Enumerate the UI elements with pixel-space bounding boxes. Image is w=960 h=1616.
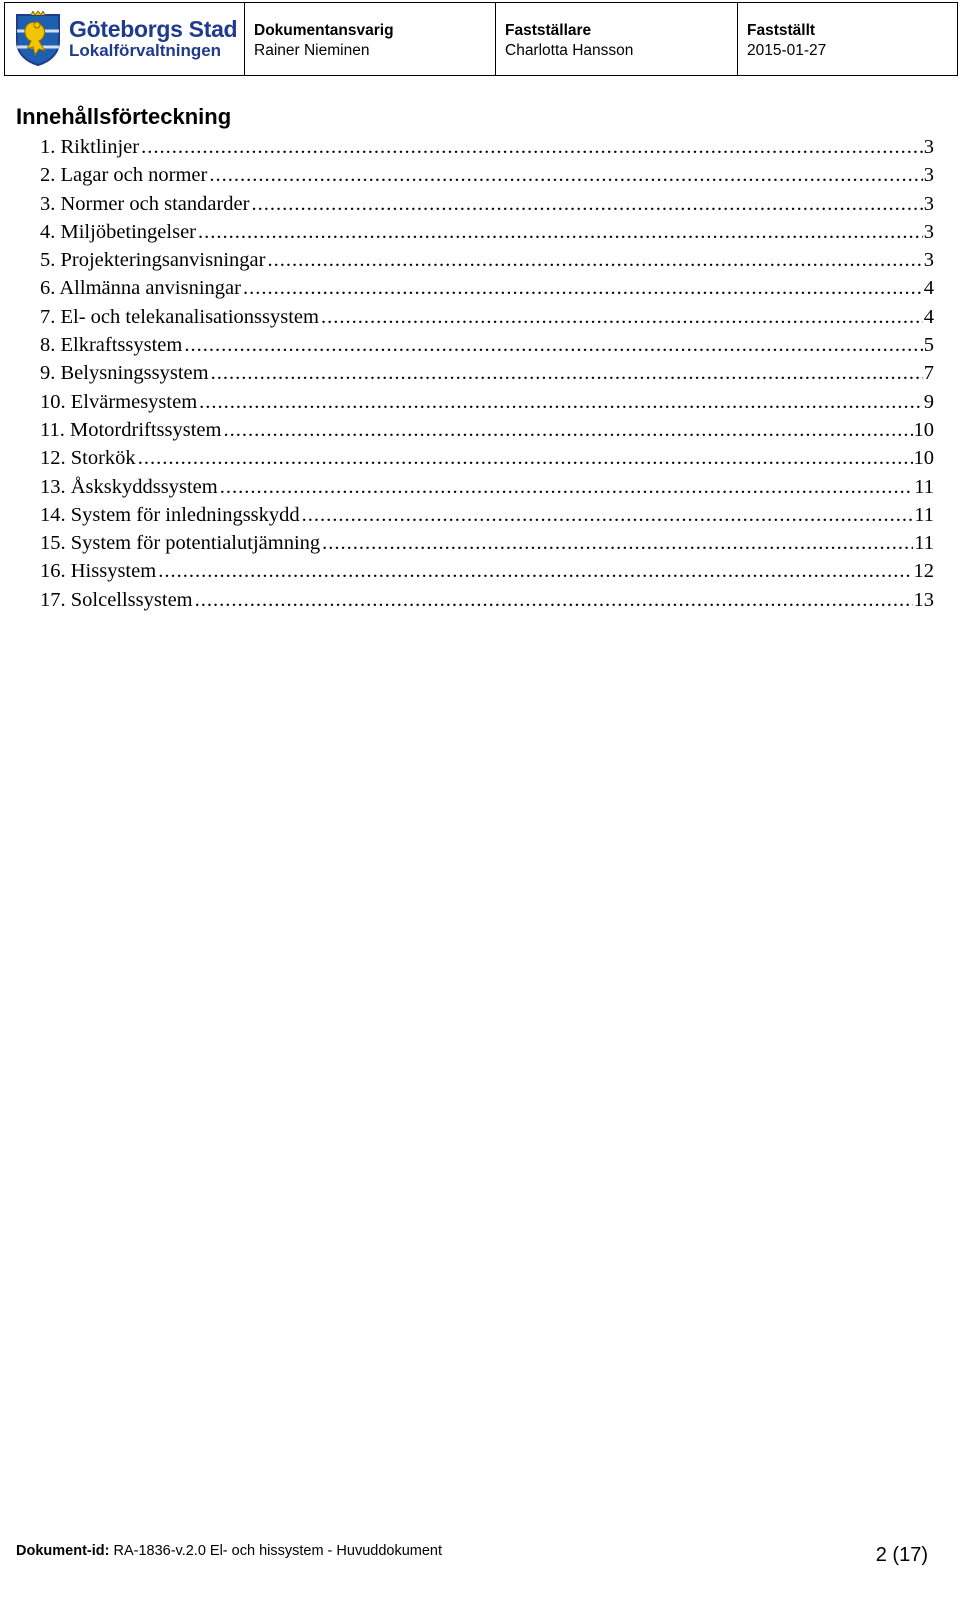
toc-entry-title: 2. Lagar och normer [40,164,208,187]
toc-entry-title: 4. Miljöbetingelser [40,220,197,243]
toc-entry-page: 7 [923,362,934,385]
toc-entry-page: 5 [923,334,934,357]
approved-value: 2015-01-27 [747,42,827,59]
toc-entry-title: 6. Allmänna anvisningar [40,277,241,300]
toc-entry-page: 10 [913,447,934,470]
responsible-cell [245,3,496,75]
approver-label: Fastställare [505,22,592,39]
toc-entry-title: 15. System för potentialutjämning [40,532,321,555]
toc-entry-page: 3 [923,249,934,272]
toc-entry-title: 13. Åskskyddssystem [40,475,218,498]
toc-entry-title: 1. Riktlinjer [40,136,140,158]
toc-entry-page: 13 [913,588,934,611]
toc-entry[interactable] [40,133,934,161]
toc-dot-leader [158,557,912,585]
toc-entry-title: 7. El- och telekanalisationssystem [40,305,319,328]
toc-dot-leader [138,444,913,472]
toc-entry[interactable] [40,501,934,529]
toc-entry[interactable] [40,161,934,189]
logo-line-2: Lokalförvaltningen [69,41,222,60]
toc-entry[interactable] [40,246,934,274]
toc-dot-leader [321,303,923,331]
toc-entry-title: 10. Elvärmesystem [40,390,198,413]
toc-dot-leader [302,501,914,529]
toc-entry[interactable] [40,274,934,302]
toc-entry-title: 9. Belysningssystem [40,362,209,385]
toc-entry-page: 3 [923,136,934,158]
logo-text [69,17,237,61]
toc-entry[interactable] [40,388,934,416]
table-of-contents [40,133,934,614]
toc-entry[interactable] [40,359,934,387]
toc-entry[interactable] [40,586,934,614]
toc-entry[interactable] [40,473,934,501]
doc-id-label: Dokument-id: [16,1543,110,1559]
responsible-value: Rainer Nieminen [254,42,370,59]
toc-dot-leader [243,274,923,302]
toc-entry-title: 17. Solcellssystem [40,588,193,611]
toc-dot-leader [223,416,912,444]
toc-entry-page: 4 [923,305,934,328]
toc-dot-leader [195,586,913,614]
toc-dot-leader [322,529,913,557]
toc-entry-page: 3 [923,192,934,215]
toc-entry-page: 9 [923,390,934,413]
approver-value: Charlotta Hansson [505,42,634,59]
toc-entry-page: 3 [923,164,934,187]
toc-entry[interactable] [40,331,934,359]
toc-entry-page: 4 [923,277,934,300]
toc-title: Innehållsförteckning [16,104,232,129]
toc-dot-leader [220,473,914,501]
toc-entry[interactable] [40,416,934,444]
toc-dot-leader [209,161,922,189]
page-indicator: 2 (17) [875,1544,928,1566]
toc-dot-leader [251,190,922,218]
doc-id-value: RA-1836-v.2.0 El- och hissystem - Huvuddokument [113,1543,443,1559]
toc-entry-title: 12. Storkök [40,447,136,470]
toc-entry[interactable] [40,218,934,246]
document-footer [16,1543,930,1566]
toc-entry[interactable] [40,444,934,472]
toc-entry-page: 11 [914,503,934,526]
toc-entry-page: 12 [913,560,934,583]
responsible-label: Dokumentansvarig [254,22,394,39]
document-header [4,2,958,76]
toc-entry-page: 10 [913,418,934,441]
approver-cell [496,3,738,75]
toc-entry-page: 11 [914,475,934,498]
approved-date-cell [738,3,957,75]
toc-entry-title: 14. System för inledningsskydd [40,503,300,526]
toc-entry[interactable] [40,303,934,331]
toc-entry-page: 11 [914,532,934,555]
toc-entry-title: 3. Normer och standarder [40,192,250,215]
toc-dot-leader [199,388,923,416]
toc-entry-title: 16. Hissystem [40,560,157,583]
toc-entry[interactable] [40,557,934,585]
toc-entry-title: 5. Projekteringsanvisningar [40,249,266,272]
toc-entry[interactable] [40,529,934,557]
approved-label: Fastställt [747,22,816,39]
gothenburg-coat-of-arms-icon [13,11,63,67]
toc-entry[interactable] [40,190,934,218]
logo-cell [5,3,245,75]
toc-dot-leader [141,133,923,161]
toc-dot-leader [267,246,922,274]
toc-dot-leader [184,331,922,359]
toc-entry-title: 11. Motordriftssystem [40,418,222,441]
toc-entry-page: 3 [923,220,934,243]
toc-dot-leader [211,359,923,387]
toc-entry-title: 8. Elkraftssystem [40,334,183,357]
toc-dot-leader [198,218,923,246]
logo-line-1: Göteborgs Stad [69,16,238,42]
